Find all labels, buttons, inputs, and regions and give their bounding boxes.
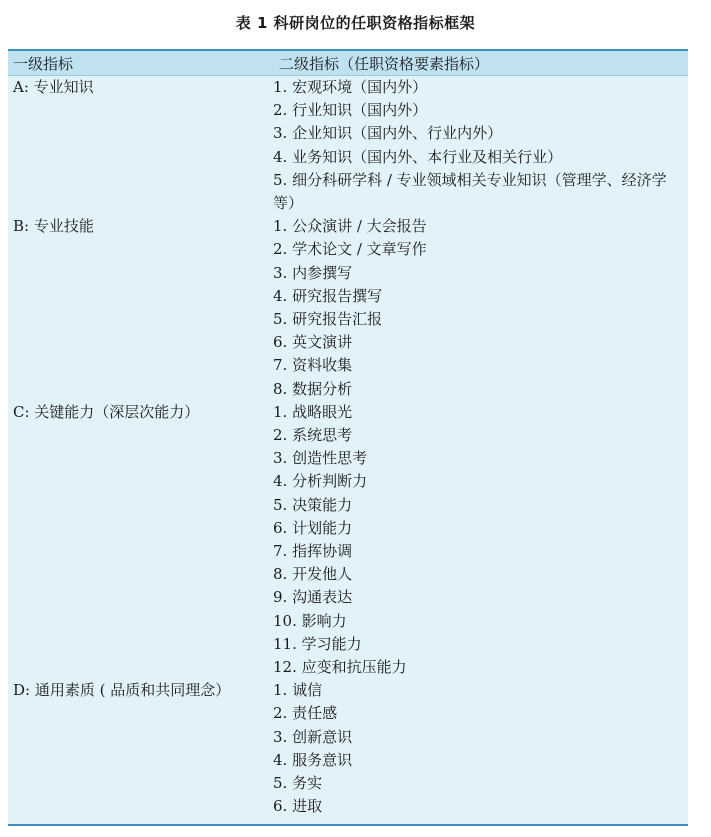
header-primary-indicator: 一级指标 bbox=[13, 54, 74, 73]
secondary-indicator-item: 1. 公众演讲 / 大会报告 bbox=[273, 217, 427, 236]
secondary-indicator-item: 8. 数据分析 bbox=[273, 379, 353, 398]
secondary-indicator-item: 1. 宏观环境（国内外） bbox=[273, 78, 428, 96]
competency-table bbox=[8, 49, 688, 826]
primary-indicator-cell: C: 关键能力（深层次能力） bbox=[13, 402, 200, 421]
secondary-indicator-item: 3. 创造性思考 bbox=[273, 449, 368, 468]
secondary-indicator-item: 1. 诚信 bbox=[273, 681, 323, 700]
secondary-indicator-item: 7. 资料收集 bbox=[273, 356, 353, 375]
secondary-indicator-item: 3. 企业知识（国内外、行业内外） bbox=[273, 124, 503, 143]
secondary-indicator-item: 4. 业务知识（国内外、本行业及相关行业） bbox=[273, 147, 563, 166]
table-caption: 表 1 科研岗位的任职资格指标框架 bbox=[235, 14, 476, 32]
table-group-row bbox=[8, 215, 688, 401]
table-header-row bbox=[8, 51, 688, 76]
secondary-indicator-list bbox=[273, 215, 688, 401]
secondary-indicator-list bbox=[273, 76, 688, 215]
secondary-indicator-item: 4. 研究报告撰写 bbox=[273, 286, 383, 305]
table-group-row bbox=[8, 76, 688, 215]
secondary-indicator-item: 12. 应变和抗压能力 bbox=[273, 658, 407, 677]
secondary-indicator-list bbox=[273, 401, 688, 679]
secondary-indicator-item: 4. 分析判断力 bbox=[273, 472, 368, 491]
secondary-indicator-item: 8. 开发他人 bbox=[273, 565, 353, 584]
table-body bbox=[8, 76, 688, 819]
secondary-indicator-item: 11. 学习能力 bbox=[273, 634, 362, 653]
secondary-indicator-item: 6. 英文演讲 bbox=[273, 333, 353, 352]
secondary-indicator-item: 2. 行业知识（国内外） bbox=[273, 101, 428, 120]
secondary-indicator-item: 2. 系统思考 bbox=[273, 426, 353, 445]
secondary-indicator-item: 3. 内参撰写 bbox=[273, 263, 353, 282]
secondary-indicator-item: 10. 影响力 bbox=[273, 611, 347, 630]
primary-indicator-cell: D: 通用素质 ( 品质和共同理念） bbox=[13, 681, 231, 700]
secondary-indicator-item: 6. 计划能力 bbox=[273, 518, 353, 537]
secondary-indicator-item: 5. 细分科研学科 / 专业领域相关专业知识（管理学、经济学等） bbox=[273, 170, 667, 213]
table-group-row bbox=[8, 401, 688, 679]
secondary-indicator-item: 5. 决策能力 bbox=[273, 495, 353, 514]
secondary-indicator-item: 7. 指挥协调 bbox=[273, 542, 353, 561]
secondary-indicator-list bbox=[273, 679, 688, 818]
secondary-indicator-item: 1. 战略眼光 bbox=[273, 402, 353, 421]
secondary-indicator-item: 2. 责任感 bbox=[273, 704, 338, 723]
secondary-indicator-item: 5. 研究报告汇报 bbox=[273, 310, 383, 329]
secondary-indicator-item: 4. 服务意识 bbox=[273, 750, 353, 769]
secondary-indicator-item: 2. 学术论文 / 文章写作 bbox=[273, 240, 427, 259]
secondary-indicator-item: 3. 创新意识 bbox=[273, 727, 353, 746]
primary-indicator-cell: B: 专业技能 bbox=[13, 217, 94, 236]
table-bottom-padding bbox=[8, 819, 688, 824]
header-secondary-indicator: 二级指标（任职资格要素指标） bbox=[279, 54, 490, 73]
secondary-indicator-item: 6. 进取 bbox=[273, 797, 323, 816]
secondary-indicator-item: 9. 沟通表达 bbox=[273, 588, 353, 607]
primary-indicator-cell: A: 专业知识 bbox=[13, 78, 94, 96]
table-group-row bbox=[8, 679, 688, 818]
secondary-indicator-item: 5. 务实 bbox=[273, 774, 323, 793]
